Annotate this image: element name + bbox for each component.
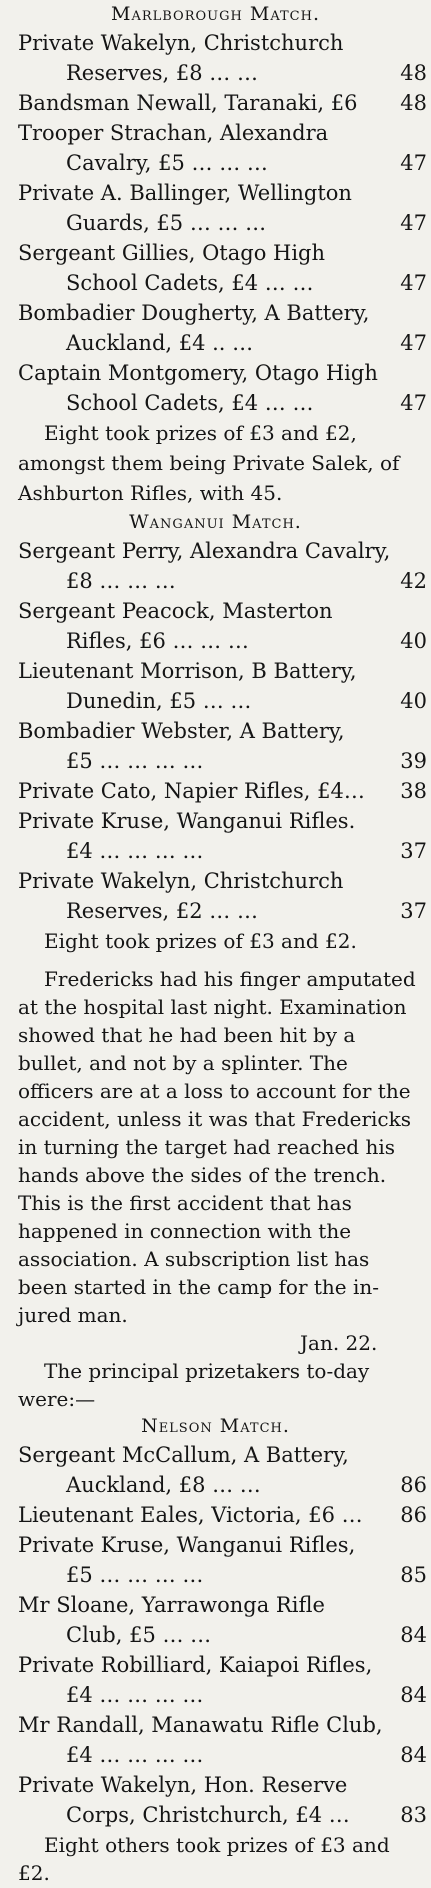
- paragraph-text: were:—: [18, 1387, 96, 1411]
- entry-score: 47: [400, 151, 427, 175]
- entry-score: 39: [400, 749, 427, 773]
- entry-text: Lieutenant Morrison, B Battery,: [18, 659, 357, 683]
- prize-entry-line: [0, 358, 431, 388]
- paragraph-text: association. A subscription list has: [18, 1247, 370, 1271]
- entry-score: 40: [400, 689, 427, 713]
- entry-score: 40: [400, 629, 427, 653]
- paragraph-line: [0, 964, 431, 994]
- paragraph-text: officers are at a loss to account for the: [18, 1079, 411, 1103]
- paragraph-text: Fredericks had his finger amputated: [44, 967, 416, 991]
- entry-text: £5 … … … …: [66, 749, 204, 773]
- prize-entry-line: [0, 626, 431, 656]
- entry-text: Private Robilliard, Kaiapoi Rifles,: [18, 1653, 373, 1677]
- entry-text: Reserves, £2 … …: [66, 899, 258, 923]
- paragraph-text: £2.: [18, 1861, 50, 1885]
- prize-entry-line: [0, 1590, 431, 1620]
- paragraph-line: [0, 1300, 431, 1330]
- entry-text: Lieutenant Eales, Victoria, £6 …: [18, 1503, 363, 1527]
- entry-score: 84: [400, 1743, 427, 1767]
- paragraph-line: [0, 1104, 431, 1134]
- entry-score: 38: [400, 779, 427, 803]
- section-heading: Nelson Match.: [141, 1415, 290, 1437]
- prize-entry-line: [0, 866, 431, 896]
- prize-entry-line: [0, 388, 431, 418]
- prize-entry-line: [0, 566, 431, 596]
- prize-entry-line: [0, 656, 431, 686]
- paragraph-text: This is the first accident that has: [18, 1191, 352, 1215]
- paragraph-text: The principal prizetakers to-day: [44, 1359, 370, 1383]
- prize-entry-line: [0, 686, 431, 716]
- paragraph-text: in turning the target had reached his: [18, 1135, 396, 1159]
- prize-entry-line: [0, 1530, 431, 1560]
- prize-entry-line: [0, 806, 431, 836]
- entry-score: 48: [400, 91, 427, 115]
- entry-text: Sergeant McCallum, A Battery,: [18, 1443, 349, 1467]
- paragraph-text: happened in connection with the: [18, 1219, 352, 1243]
- entry-text: Sergeant Peacock, Masterton: [18, 599, 333, 623]
- prize-entry-line: [0, 1710, 431, 1740]
- paragraph-text: accident, unless it was that Fredericks: [18, 1107, 412, 1131]
- prize-entry-line: [0, 1560, 431, 1590]
- entry-text: Dunedin, £5 … …: [66, 689, 252, 713]
- prize-entry-line: [0, 118, 431, 148]
- entry-text: £5 … … … …: [66, 1563, 204, 1587]
- entry-text: Private Kruse, Wanganui Rifles,: [18, 1533, 356, 1557]
- entry-score: 84: [400, 1683, 427, 1707]
- entry-text: Trooper Strachan, Alexandra: [18, 121, 329, 145]
- entry-score: 85: [400, 1563, 427, 1587]
- prize-entry-line: [0, 1740, 431, 1770]
- prize-entry-line: [0, 836, 431, 866]
- prize-entry-line: [0, 148, 431, 178]
- entry-text: Mr Sloane, Yarrawonga Rifle: [18, 1593, 325, 1617]
- paragraph-line: [0, 478, 431, 508]
- entry-text: Sergeant Gillies, Otago High: [18, 241, 326, 265]
- paragraph-text: Eight others took prizes of £3 and: [44, 1833, 390, 1857]
- entry-score: 37: [400, 839, 427, 863]
- paragraph-line: [0, 1132, 431, 1162]
- entry-text: Cavalry, £5 … … …: [66, 151, 268, 175]
- prize-entry-line: [0, 1800, 431, 1830]
- paragraph-line: [0, 448, 431, 478]
- entry-text: £8 … … …: [66, 569, 176, 593]
- entry-text: £4 … … … …: [66, 1743, 204, 1767]
- paragraph-line: [0, 1272, 431, 1302]
- entry-text: School Cadets, £4 … …: [66, 391, 314, 415]
- prize-entry-line: [0, 1440, 431, 1470]
- entry-text: Reserves, £8 … …: [66, 61, 258, 85]
- paragraph-text: jured man.: [18, 1303, 128, 1327]
- prize-entry-line: [0, 1470, 431, 1500]
- paragraph-text: been started in the camp for the in-: [18, 1275, 380, 1299]
- entry-text: Captain Montgomery, Otago High: [18, 361, 378, 385]
- entry-text: Private A. Ballinger, Wellington: [18, 181, 352, 205]
- entry-text: Private Kruse, Wanganui Rifles.: [18, 809, 356, 833]
- paragraph-text: amongst them being Private Salek, of: [18, 451, 400, 475]
- prize-entry-line: [0, 776, 431, 806]
- entry-score: 86: [400, 1503, 427, 1527]
- paragraph-text: hands above the sides of the trench.: [18, 1163, 387, 1187]
- prize-entry-line: [0, 896, 431, 926]
- prize-entry-line: [0, 208, 431, 238]
- entry-score: 37: [400, 899, 427, 923]
- entry-score: 47: [400, 391, 427, 415]
- paragraph-line: [0, 1020, 431, 1050]
- prize-entry-line: [0, 268, 431, 298]
- prize-entry-line: [0, 1500, 431, 1530]
- entry-text: Private Wakelyn, Christchurch: [18, 869, 344, 893]
- entry-text: Auckland, £4 .. …: [66, 331, 254, 355]
- paragraph-line: [0, 1244, 431, 1274]
- paragraph-line: [0, 1188, 431, 1218]
- entry-text: Rifles, £6 … … …: [66, 629, 249, 653]
- paragraph-line: [0, 1048, 431, 1078]
- paragraph-text: bullet, and not by a splinter. The: [18, 1051, 348, 1075]
- entry-score: 86: [400, 1473, 427, 1497]
- paragraph-line: [0, 418, 431, 448]
- paragraph-text: Eight took prizes of £3 and £2,: [44, 421, 357, 445]
- prize-entry-line: [0, 1680, 431, 1710]
- paragraph-line: [0, 1858, 431, 1888]
- entry-text: Bandsman Newall, Taranaki, £6: [18, 91, 358, 115]
- entry-text: £4 … … … …: [66, 1683, 204, 1707]
- prize-entry-line: [0, 596, 431, 626]
- prize-entry-line: [0, 1620, 431, 1650]
- prize-entry-line: [0, 716, 431, 746]
- entry-score: 47: [400, 331, 427, 355]
- paragraph-line: [0, 992, 431, 1022]
- entry-text: Private Wakelyn, Hon. Reserve: [18, 1773, 348, 1797]
- section-heading: Wanganui Match.: [129, 511, 302, 533]
- entry-text: Sergeant Perry, Alexandra Cavalry,: [18, 539, 391, 563]
- entry-text: Private Cato, Napier Rifles, £4…: [18, 779, 365, 803]
- section-heading: Marlborough Match.: [110, 3, 320, 25]
- paragraph-line: [0, 1830, 431, 1860]
- entry-text: Bombadier Webster, A Battery,: [18, 719, 345, 743]
- prize-entry-line: [0, 298, 431, 328]
- dateline: [0, 1328, 431, 1358]
- entry-score: 84: [400, 1623, 427, 1647]
- prize-entry-line: [0, 1650, 431, 1680]
- paragraph-line: [0, 1160, 431, 1190]
- paragraph-text: at the hospital last night. Examination: [18, 995, 407, 1019]
- paragraph-line: [0, 1076, 431, 1106]
- entry-score: 83: [400, 1803, 427, 1827]
- prize-entry-line: [0, 536, 431, 566]
- entry-text: Guards, £5 … … …: [66, 211, 267, 235]
- entry-score: 42: [400, 569, 427, 593]
- entry-score: 47: [400, 211, 427, 235]
- entry-score: 48: [400, 61, 427, 85]
- prize-entry-line: [0, 28, 431, 58]
- entry-text: Auckland, £8 … …: [66, 1473, 261, 1497]
- prize-entry-line: [0, 328, 431, 358]
- paragraph-line: [0, 1356, 431, 1386]
- paragraph-text: Ashburton Rifles, with 45.: [18, 481, 283, 505]
- entry-text: Club, £5 … …: [66, 1623, 212, 1647]
- paragraph-line: [0, 1384, 431, 1414]
- prize-entry-line: [0, 1770, 431, 1800]
- prize-entry-line: [0, 746, 431, 776]
- prize-entry-line: [0, 238, 431, 268]
- entry-text: Bombadier Dougherty, A Battery,: [18, 301, 370, 325]
- prize-entry-line: [0, 88, 431, 118]
- dateline-text: Jan. 22.: [300, 1331, 378, 1355]
- entry-text: School Cadets, £4 … …: [66, 271, 314, 295]
- entry-text: Private Wakelyn, Christchurch: [18, 31, 344, 55]
- paragraph-line: [0, 1216, 431, 1246]
- paragraph-line: [0, 926, 431, 956]
- prize-entry-line: [0, 58, 431, 88]
- paragraph-text: Eight took prizes of £3 and £2.: [44, 929, 357, 953]
- entry-score: 47: [400, 271, 427, 295]
- entry-text: £4 … … … …: [66, 839, 204, 863]
- prize-entry-line: [0, 178, 431, 208]
- entry-text: Corps, Christchurch, £4 …: [66, 1803, 350, 1827]
- paragraph-text: showed that he had been hit by a: [18, 1023, 356, 1047]
- entry-text: Mr Randall, Manawatu Rifle Club,: [18, 1713, 383, 1737]
